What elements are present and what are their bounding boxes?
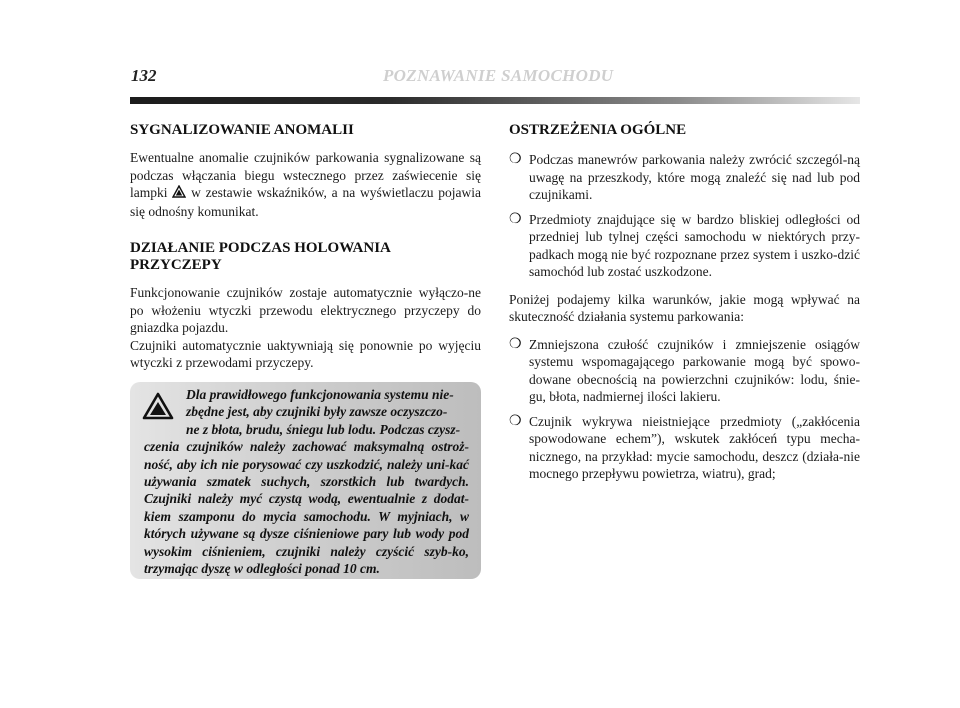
list-item <box>509 211 860 281</box>
anomalie-text-b: w zestawie wskaźników, a na wyświetlaczu pojawia się odnośny komunikat. <box>130 185 481 219</box>
list-item <box>509 413 860 483</box>
paragraph-holowanie <box>130 284 481 372</box>
holowanie-text-1: Funkcjonowanie czujników zostaje automatycznie wyłączo-ne po włożeniu wtyczki przewodu elektrycznego przyczepy do gniazdka pojazdu. <box>130 285 481 335</box>
bullet-list-1 <box>509 151 860 281</box>
list-item-text: Czujnik wykrywa nieistniejące przedmioty („zakłócenia spowodowane echem”), wskutek zakłóceń typu mecha-nicznego, na przykład: mycie samochodu, deszcz (działa-nie mocnego przepływu powietrza, wiatru), grad; <box>529 413 860 481</box>
list-item-text: Podczas manewrów parkowania należy zwrócić szczegól-ną uwagę na przeszkody, które mogą znaleźć się nad lub pod czujnikami. <box>529 152 860 202</box>
list-item-text: Przedmioty znajdujące się w bardzo bliskiej odległości od przedniej lub tylnej części samochodu w niektórych przy-padkach mogą nie być rozpoznane przez system i uszko-dzić samochód lub zostać uszkodzone. <box>529 211 860 279</box>
left-column <box>130 122 481 386</box>
section-title: POZNAWANIE SAMOCHODU <box>383 66 614 85</box>
warning-text <box>144 386 469 577</box>
warning-box <box>130 382 481 579</box>
paragraph-anomalie <box>130 149 481 220</box>
heading-sygnalizowanie: SYGNALIZOWANIE ANOMALII <box>130 122 354 138</box>
bullet-circle-icon: ❍ <box>509 211 522 227</box>
warning-line-1: Dla prawidłowego funkcjonowania systemu nie- <box>186 387 454 402</box>
bullet-circle-icon: ❍ <box>509 152 522 167</box>
right-column <box>509 122 860 493</box>
holowanie-text-2: Czujniki automatycznie uaktywniają się ponownie po wyjęciu wtyczki z przewodami przyczepy. <box>130 337 481 370</box>
warning-line-2: zbędne jest, aby czujniki były zawsze oczyszczo- <box>186 404 448 420</box>
paragraph-warunki: Poniżej podajemy kilka warunków, jakie mogą wpływać na skuteczność działania systemu parkowania: <box>509 291 860 324</box>
heading-holowanie: DZIAŁANIE PODCZAS HOLOWANIA PRZYCZEPY <box>130 240 391 273</box>
warning-triangle-icon <box>172 185 186 203</box>
header-rule <box>130 97 860 104</box>
list-item-text: Zmniejszona czułość czujników i zmniejszenie osiągów systemu wspomagającego parkowanie mogą być spowo-dowane obecnością na powierzchni czujników: lodu, śnie-gu, błota, nadmiernej ilości lakieru. <box>529 336 860 404</box>
page-number: 132 <box>131 66 157 85</box>
heading-ostrzezenia: OSTRZEŻENIA OGÓLNE <box>509 122 687 138</box>
warning-rest: czenia czujników należy zachować maksymalną ostroż-ność, aby ich nie porysować czy uszkodzić, należy uni-kać używania szmatek suchych, szorstkich lub twardych. Czujniki należy myć czystą wodą, ewentualnie z dodat-kiem szamponu do mycia samochodu. W myjniach, w których używane są dysze ciśnieniowe pary lub wody pod wysokim ciśnieniem, czujniki należy czyścić szyb-ko, trzymając dyszę w odległości ponad 10 cm. <box>144 439 469 577</box>
list-item <box>509 336 860 406</box>
bullet-circle-icon: ❍ <box>509 413 522 429</box>
warning-line-3: ne z błota, brudu, śniegu lub lodu. Podczas czysz- <box>186 421 461 437</box>
bullet-circle-icon: ❍ <box>509 336 522 352</box>
anomalie-text-a: Ewentualne anomalie czujników parkowania sygnalizowane są podczas włączania biegu wstecznego przez zaświecenie się lampki <box>130 150 481 200</box>
bullet-list-2 <box>509 336 860 483</box>
list-item <box>509 151 860 204</box>
